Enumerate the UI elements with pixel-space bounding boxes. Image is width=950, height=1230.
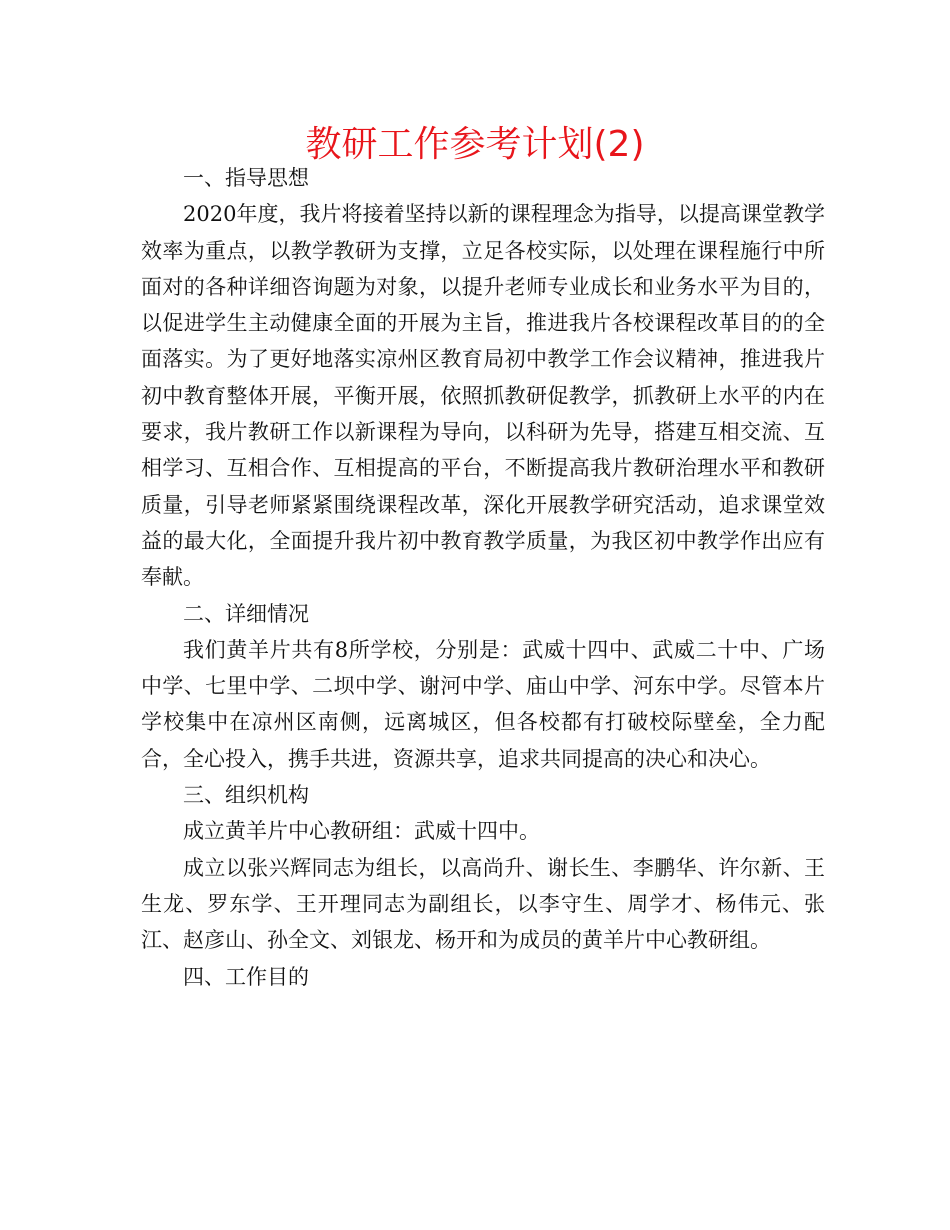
section-heading: 二、详细情况 — [183, 601, 309, 626]
body-paragraph: 2020年度，我片将接着坚持以新的课程理念为指导，以提高课堂教学效率为重点，以教学教研为支撑，立足各校实际，以处理在课程施行中所面对的各种详细咨询题为对象，以提升老师专业成长和业务水平为目的，以促进学生主动健康全面的开展为主旨，推进我片各校课程改革目的的全面落实。为了更好地落实凉州区教育局初中教学工作会议精神，推进我片初中教育整体开展，平衡开展，依照抓教研促教学，抓教研上水平的内在要求，我片教研工作以新课程为导向，以科研为先导，搭建互相交流、互相学习、互相合作、互相提高的平台，不断提高我片教研治理水平和教研质量，引导老师紧紧围绕课程改革，深化开展教学研究活动，追求课堂效益的最大化，全面提升我片初中教育教学质量，为我区初中教学作出应有奉献。 — [141, 202, 825, 590]
section-heading: 三、组织机构 — [183, 783, 309, 808]
document-body — [141, 160, 846, 995]
body-paragraph: 成立黄羊片中心教研组：武威十四中。 — [183, 819, 540, 844]
section-heading: 四、工作目的 — [183, 964, 309, 989]
body-paragraph: 成立以张兴辉同志为组长，以高尚升、谢长生、李鹏华、许尔新、王生龙、罗东学、王开理同志为副组长，以李守生、周学才、杨伟元、张 江、赵彦山、孙全文、刘银龙、杨开和为成员的黄羊片中心教研组。 — [141, 855, 846, 953]
page-title: 教研工作参考计划(2) — [305, 124, 645, 165]
body-paragraph: 我们黄羊片共有8所学校，分别是：武威十四中、武威二十中、广场中学、七里中学、二坝中学、谢河中学、庙山中学、河东中学。尽管本片学校集中在凉州区南侧，远离城区，但各校都有打破校际壁垒，全力配合，全心投入，携手共进，资源共享，追求共同提高的决心和决心。 — [141, 637, 825, 771]
section-heading: 一、指导思想 — [183, 166, 309, 190]
